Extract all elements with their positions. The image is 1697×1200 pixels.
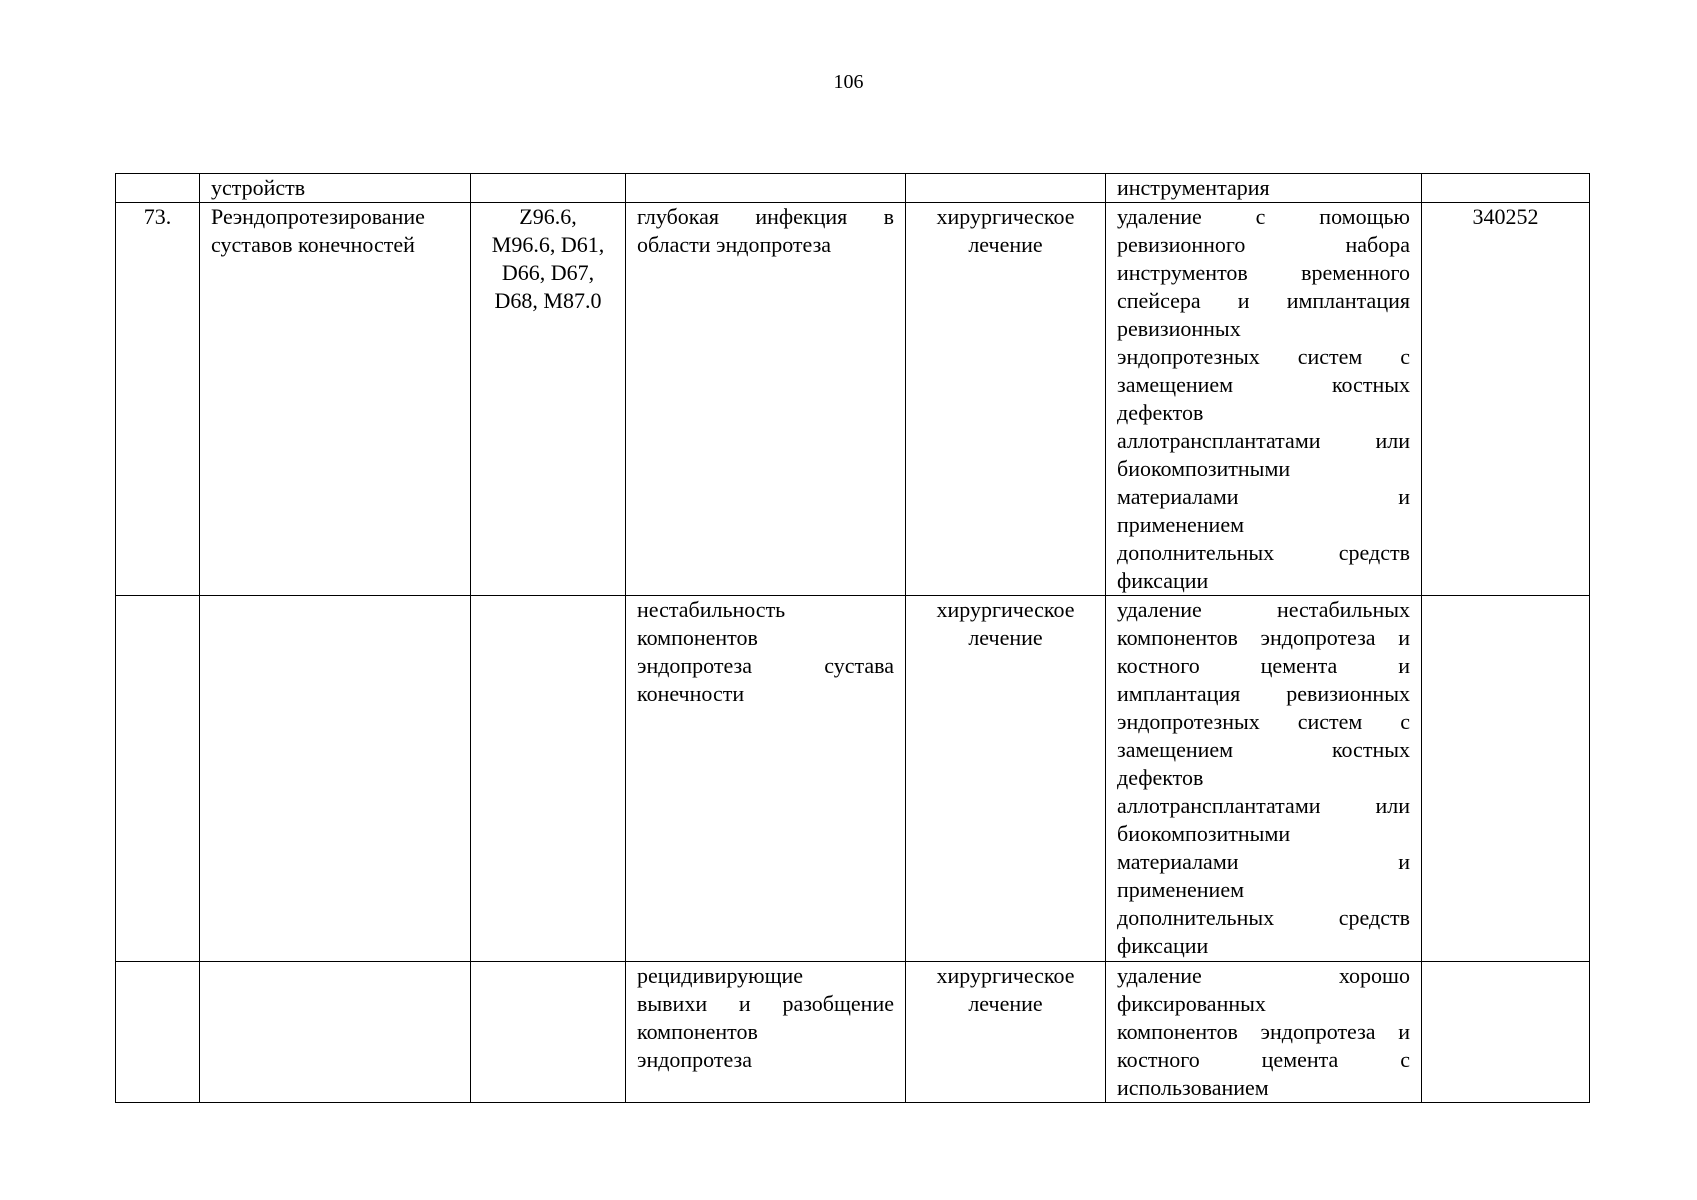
- cell-text-line: компонентов эндопротеза и: [1117, 1019, 1410, 1044]
- cell-text-line: лечение: [968, 991, 1043, 1016]
- cell-text-line: аллотрансплантатами или: [1117, 793, 1410, 818]
- cell-text-line: M96.6, D61,: [491, 232, 605, 257]
- cell-text-line: замещением костных: [1117, 372, 1410, 397]
- cell-text-line: хирургическое: [936, 963, 1075, 988]
- cell-text-line: компонентов: [637, 1019, 758, 1044]
- cell-text-line: дефектов: [1117, 765, 1204, 790]
- cell-text-line: удаление с помощью: [1117, 204, 1410, 229]
- cell-text-line: дополнительных средств: [1117, 905, 1410, 930]
- cell-treatment-method: [1106, 596, 1422, 962]
- cell-text-line: удаление хорошо: [1117, 963, 1410, 988]
- cell-text-line: вывихи и разобщение: [637, 991, 894, 1016]
- cell-number: 73.: [116, 203, 200, 596]
- cell-text-line: применением: [1117, 512, 1245, 537]
- cell-intervention-name: [200, 596, 471, 962]
- cell-text-line: имплантация ревизионных: [1117, 681, 1410, 706]
- cell-text-line: хирургическое: [936, 204, 1075, 229]
- cell-text-line: дефектов: [1117, 400, 1204, 425]
- cell-text-line: материалами и: [1117, 484, 1410, 509]
- cell-text-line: Z96.6,: [519, 204, 577, 229]
- cell-diagnosis: [626, 203, 906, 596]
- cell-number: [116, 596, 200, 962]
- table-row: [116, 596, 1590, 962]
- cell-text-line: дополнительных средств: [1117, 540, 1410, 565]
- cell-icd-codes: [471, 174, 626, 203]
- cell-text-line: хирургическое: [936, 597, 1075, 622]
- cell-text-line: применением: [1117, 877, 1245, 902]
- cell-treatment-type: [906, 962, 1106, 1103]
- cell-treatment-type: [906, 596, 1106, 962]
- cell-text-line: инструментария: [1117, 175, 1270, 200]
- cell-treatment-type: [906, 203, 1106, 596]
- page-number: 106: [833, 71, 864, 93]
- cell-icd-codes: [471, 962, 626, 1103]
- cell-text-line: фиксированных: [1117, 991, 1266, 1016]
- cell-text-line: аллотрансплантатами или: [1117, 428, 1410, 453]
- cell-diagnosis: [626, 962, 906, 1103]
- cell-text-line: нестабильность: [637, 597, 786, 622]
- cell-text-line: лечение: [968, 232, 1043, 257]
- cell-text-line: удаление нестабильных: [1117, 597, 1410, 622]
- cell-icd-codes: [471, 596, 626, 962]
- cell-text-line: материалами и: [1117, 849, 1410, 874]
- cell-diagnosis: [626, 596, 906, 962]
- cell-text-line: костного цемента с: [1117, 1047, 1410, 1072]
- cell-treatment-method: [1106, 962, 1422, 1103]
- cell-text-line: использованием: [1117, 1075, 1269, 1100]
- cell-text-line: D68, M87.0: [494, 288, 602, 313]
- cell-text-line: инструментов временного: [1117, 260, 1410, 285]
- cell-text-line: рецидивирующие: [637, 963, 804, 988]
- cell-text-line: костного цемента и: [1117, 653, 1410, 678]
- cell-standard-cost: 340252: [1422, 203, 1590, 596]
- table-row: [116, 962, 1590, 1103]
- medical-care-table: [115, 173, 1590, 1103]
- cell-text-line: биокомпозитными: [1117, 456, 1291, 481]
- cell-icd-codes: [471, 203, 626, 596]
- cell-diagnosis: [626, 174, 906, 203]
- cell-text-line: эндопротеза сустава: [637, 653, 894, 678]
- cell-intervention-name: [200, 962, 471, 1103]
- cell-standard-cost: [1422, 596, 1590, 962]
- cell-text-line: ревизионных: [1117, 316, 1241, 341]
- table-body: [116, 174, 1590, 1103]
- cell-text-line: фиксации: [1117, 568, 1209, 593]
- cell-text-line: глубокая инфекция в: [637, 204, 894, 229]
- cell-number: [116, 962, 200, 1103]
- cell-text-line: конечности: [637, 681, 745, 706]
- cell-text-line: области эндопротеза: [637, 232, 832, 257]
- cell-text-line: эндопротезных систем с: [1117, 709, 1410, 734]
- cell-text-line: ревизионного набора: [1117, 232, 1410, 257]
- cell-text-line: фиксации: [1117, 933, 1209, 958]
- cell-text-line: замещением костных: [1117, 737, 1410, 762]
- cell-standard-cost: [1422, 962, 1590, 1103]
- cell-treatment-method: [1106, 203, 1422, 596]
- cell-intervention-name: Реэндопротезирование суставов конечностей: [200, 203, 471, 596]
- cell-treatment-method: [1106, 174, 1422, 203]
- cell-text-line: D66, D67,: [501, 260, 595, 285]
- cell-standard-cost: [1422, 174, 1590, 203]
- cell-treatment-type: [906, 174, 1106, 203]
- cell-intervention-name: устройств: [200, 174, 471, 203]
- cell-text-line: эндопротезных систем с: [1117, 344, 1410, 369]
- cell-text-line: компонентов эндопротеза и: [1117, 625, 1410, 650]
- cell-text-line: эндопротеза: [637, 1047, 752, 1072]
- cell-number: [116, 174, 200, 203]
- cell-text-line: спейсера и имплантация: [1117, 288, 1410, 313]
- table-row: [116, 174, 1590, 203]
- cell-text-line: биокомпозитными: [1117, 821, 1291, 846]
- cell-text-line: лечение: [968, 625, 1043, 650]
- table-row: [116, 203, 1590, 596]
- cell-text-line: компонентов: [637, 625, 758, 650]
